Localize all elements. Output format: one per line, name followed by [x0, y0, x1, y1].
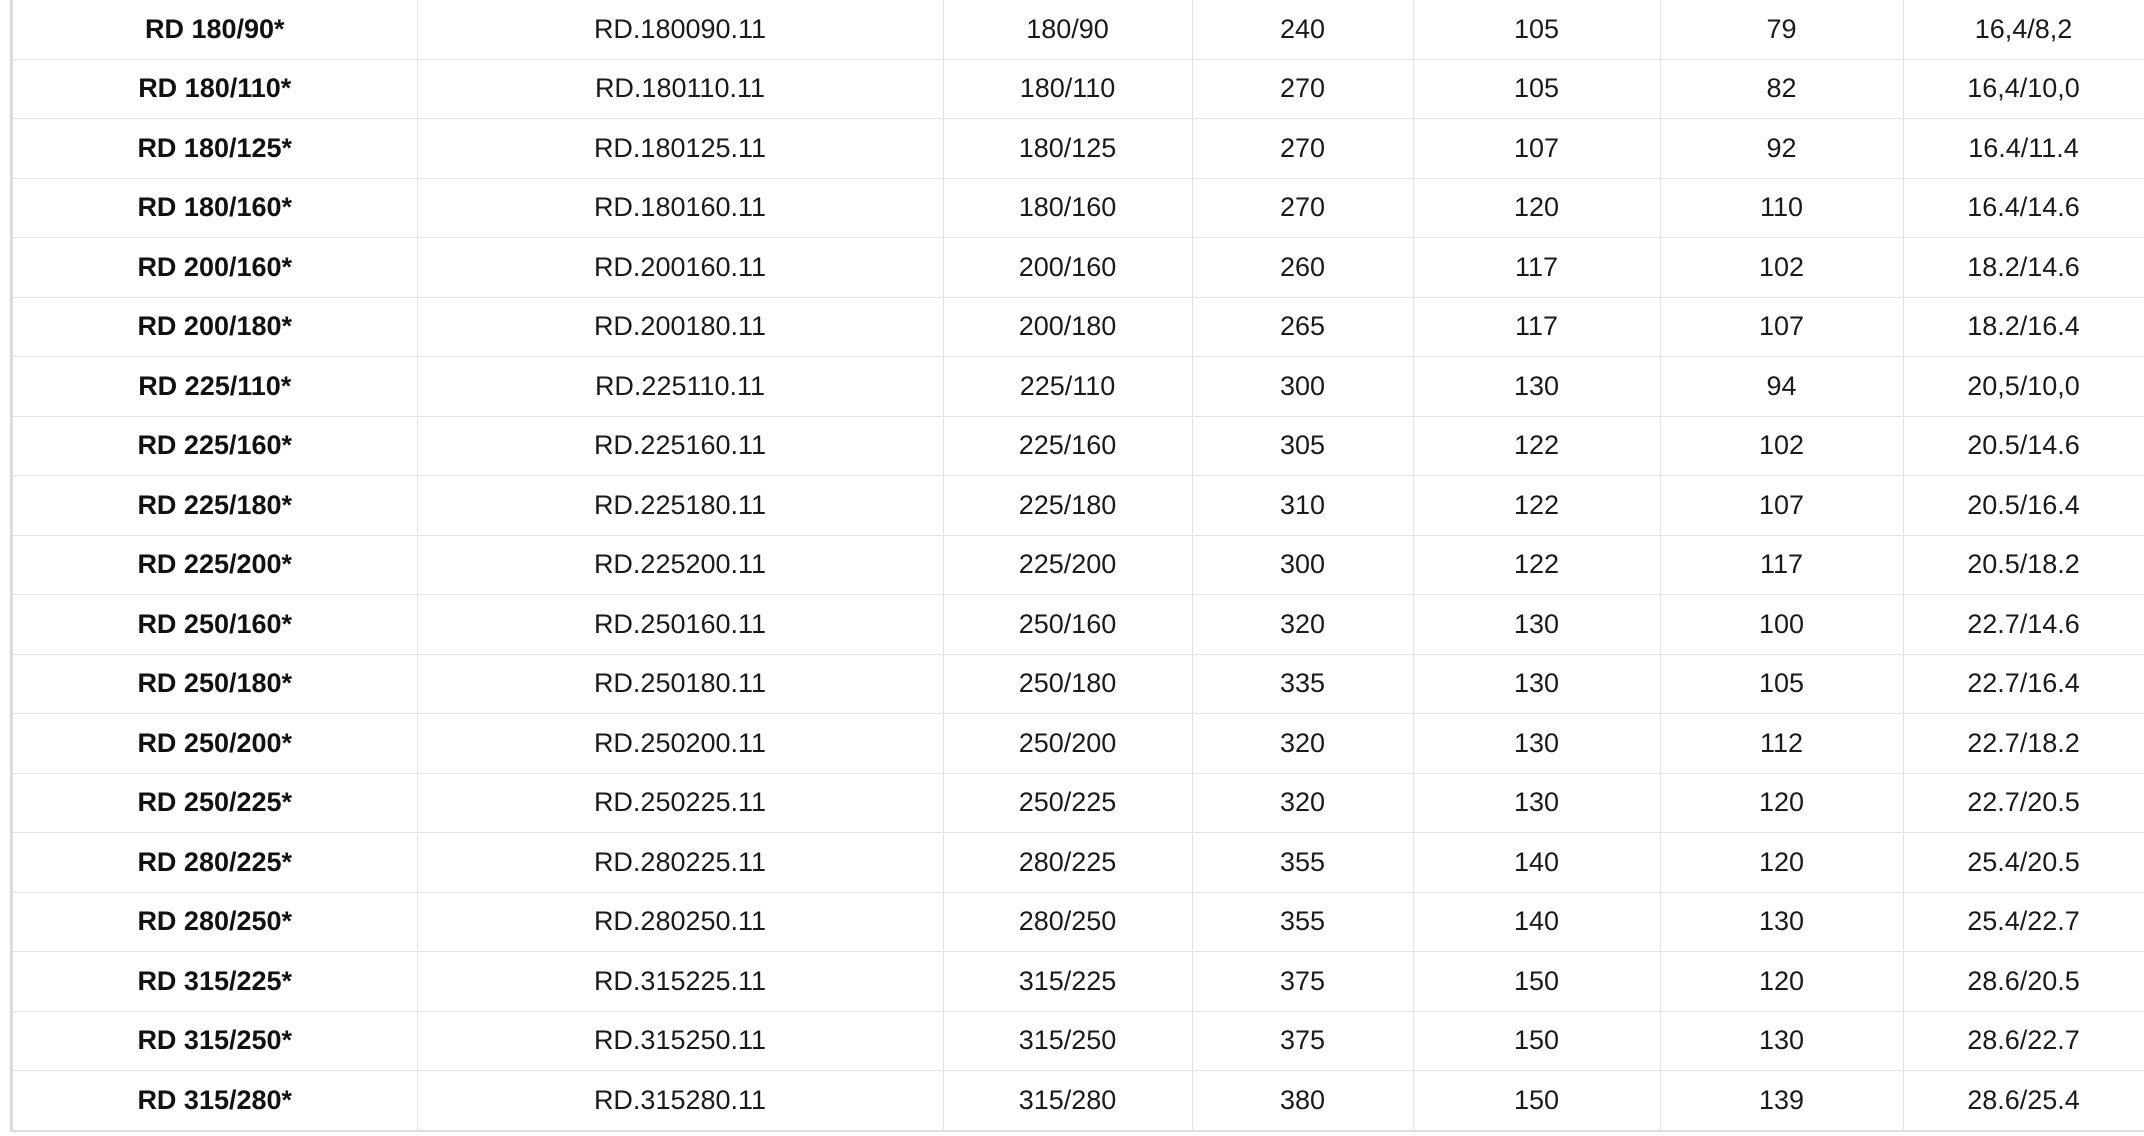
- height-cell: 110: [1660, 178, 1903, 238]
- diameter-cell: 250/160: [943, 595, 1192, 655]
- length-cell: 260: [1192, 238, 1413, 298]
- diameter-cell: 225/110: [943, 357, 1192, 417]
- article-code-cell: RD.180125.11: [417, 119, 943, 179]
- width-cell: 150: [1413, 952, 1660, 1012]
- table-row: [13, 416, 2144, 476]
- length-cell: 375: [1192, 1011, 1413, 1071]
- diameter-cell: 180/125: [943, 119, 1192, 179]
- length-cell: 320: [1192, 595, 1413, 655]
- height-cell: 102: [1660, 238, 1903, 298]
- model-cell: RD 250/160*: [13, 595, 417, 655]
- table-row: [13, 0, 2144, 59]
- height-cell: 112: [1660, 714, 1903, 774]
- table-row: [13, 59, 2144, 119]
- length-cell: 310: [1192, 476, 1413, 536]
- width-cell: 140: [1413, 833, 1660, 893]
- model-cell: RD 225/200*: [13, 535, 417, 595]
- length-cell: 265: [1192, 297, 1413, 357]
- table-row: [13, 119, 2144, 179]
- article-code-cell: RD.250225.11: [417, 773, 943, 833]
- model-cell: RD 280/250*: [13, 892, 417, 952]
- height-cell: 107: [1660, 297, 1903, 357]
- table-row: [13, 357, 2144, 417]
- model-cell: RD 225/160*: [13, 416, 417, 476]
- model-cell: RD 280/225*: [13, 833, 417, 893]
- model-cell: RD 225/110*: [13, 357, 417, 417]
- product-table: [13, 0, 2144, 1130]
- model-cell: RD 315/250*: [13, 1011, 417, 1071]
- height-cell: 130: [1660, 892, 1903, 952]
- table-row: [13, 714, 2144, 774]
- length-cell: 300: [1192, 535, 1413, 595]
- article-code-cell: RD.225160.11: [417, 416, 943, 476]
- table-row: [13, 773, 2144, 833]
- width-cell: 130: [1413, 595, 1660, 655]
- width-cell: 140: [1413, 892, 1660, 952]
- diameter-cell: 250/200: [943, 714, 1192, 774]
- article-code-cell: RD.200180.11: [417, 297, 943, 357]
- size-cell: 22.7/20.5: [1903, 773, 2144, 833]
- model-cell: RD 180/110*: [13, 59, 417, 119]
- diameter-cell: 315/280: [943, 1071, 1192, 1130]
- length-cell: 305: [1192, 416, 1413, 476]
- length-cell: 380: [1192, 1071, 1413, 1130]
- model-cell: RD 315/225*: [13, 952, 417, 1012]
- diameter-cell: 280/225: [943, 833, 1192, 893]
- height-cell: 107: [1660, 476, 1903, 536]
- width-cell: 130: [1413, 357, 1660, 417]
- height-cell: 130: [1660, 1011, 1903, 1071]
- length-cell: 270: [1192, 59, 1413, 119]
- table-row: [13, 833, 2144, 893]
- model-cell: RD 250/200*: [13, 714, 417, 774]
- size-cell: 28.6/22.7: [1903, 1011, 2144, 1071]
- height-cell: 100: [1660, 595, 1903, 655]
- table-row: [13, 178, 2144, 238]
- table-row: [13, 535, 2144, 595]
- width-cell: 150: [1413, 1011, 1660, 1071]
- model-cell: RD 250/180*: [13, 654, 417, 714]
- width-cell: 105: [1413, 59, 1660, 119]
- length-cell: 300: [1192, 357, 1413, 417]
- article-code-cell: RD.180160.11: [417, 178, 943, 238]
- diameter-cell: 225/180: [943, 476, 1192, 536]
- diameter-cell: 180/90: [943, 0, 1192, 59]
- length-cell: 320: [1192, 773, 1413, 833]
- article-code-cell: RD.315250.11: [417, 1011, 943, 1071]
- model-cell: RD 250/225*: [13, 773, 417, 833]
- height-cell: 139: [1660, 1071, 1903, 1130]
- length-cell: 240: [1192, 0, 1413, 59]
- width-cell: 122: [1413, 416, 1660, 476]
- size-cell: 20,5/10,0: [1903, 357, 2144, 417]
- article-code-cell: RD.250180.11: [417, 654, 943, 714]
- model-cell: RD 180/90*: [13, 0, 417, 59]
- size-cell: 18.2/14.6: [1903, 238, 2144, 298]
- model-cell: RD 225/180*: [13, 476, 417, 536]
- product-table-container: [10, 0, 2144, 1132]
- height-cell: 105: [1660, 654, 1903, 714]
- article-code-cell: RD.250160.11: [417, 595, 943, 655]
- article-code-cell: RD.280250.11: [417, 892, 943, 952]
- width-cell: 130: [1413, 654, 1660, 714]
- size-cell: 16.4/11.4: [1903, 119, 2144, 179]
- size-cell: 28.6/25.4: [1903, 1071, 2144, 1130]
- table-row: [13, 654, 2144, 714]
- height-cell: 120: [1660, 773, 1903, 833]
- article-code-cell: RD.280225.11: [417, 833, 943, 893]
- diameter-cell: 250/180: [943, 654, 1192, 714]
- length-cell: 270: [1192, 119, 1413, 179]
- diameter-cell: 200/160: [943, 238, 1192, 298]
- length-cell: 375: [1192, 952, 1413, 1012]
- height-cell: 79: [1660, 0, 1903, 59]
- width-cell: 130: [1413, 773, 1660, 833]
- size-cell: 22.7/16.4: [1903, 654, 2144, 714]
- length-cell: 270: [1192, 178, 1413, 238]
- size-cell: 22.7/14.6: [1903, 595, 2144, 655]
- article-code-cell: RD.225200.11: [417, 535, 943, 595]
- model-cell: RD 200/160*: [13, 238, 417, 298]
- diameter-cell: 225/160: [943, 416, 1192, 476]
- model-cell: RD 200/180*: [13, 297, 417, 357]
- height-cell: 117: [1660, 535, 1903, 595]
- table-row: [13, 476, 2144, 536]
- size-cell: 16,4/10,0: [1903, 59, 2144, 119]
- size-cell: 20.5/18.2: [1903, 535, 2144, 595]
- length-cell: 320: [1192, 714, 1413, 774]
- size-cell: 25.4/22.7: [1903, 892, 2144, 952]
- article-code-cell: RD.315225.11: [417, 952, 943, 1012]
- size-cell: 20.5/14.6: [1903, 416, 2144, 476]
- table-row: [13, 297, 2144, 357]
- width-cell: 105: [1413, 0, 1660, 59]
- article-code-cell: RD.180110.11: [417, 59, 943, 119]
- width-cell: 150: [1413, 1071, 1660, 1130]
- model-cell: RD 180/125*: [13, 119, 417, 179]
- diameter-cell: 180/160: [943, 178, 1192, 238]
- table-row: [13, 892, 2144, 952]
- height-cell: 120: [1660, 833, 1903, 893]
- size-cell: 25.4/20.5: [1903, 833, 2144, 893]
- diameter-cell: 315/225: [943, 952, 1192, 1012]
- table-row: [13, 238, 2144, 298]
- width-cell: 122: [1413, 535, 1660, 595]
- width-cell: 120: [1413, 178, 1660, 238]
- size-cell: 18.2/16.4: [1903, 297, 2144, 357]
- size-cell: 28.6/20.5: [1903, 952, 2144, 1012]
- length-cell: 355: [1192, 833, 1413, 893]
- model-cell: RD 180/160*: [13, 178, 417, 238]
- width-cell: 107: [1413, 119, 1660, 179]
- height-cell: 94: [1660, 357, 1903, 417]
- length-cell: 335: [1192, 654, 1413, 714]
- width-cell: 117: [1413, 297, 1660, 357]
- table-row: [13, 595, 2144, 655]
- article-code-cell: RD.225110.11: [417, 357, 943, 417]
- size-cell: 20.5/16.4: [1903, 476, 2144, 536]
- width-cell: 130: [1413, 714, 1660, 774]
- diameter-cell: 180/110: [943, 59, 1192, 119]
- diameter-cell: 315/250: [943, 1011, 1192, 1071]
- article-code-cell: RD.180090.11: [417, 0, 943, 59]
- article-code-cell: RD.225180.11: [417, 476, 943, 536]
- model-cell: RD 315/280*: [13, 1071, 417, 1130]
- height-cell: 120: [1660, 952, 1903, 1012]
- article-code-cell: RD.315280.11: [417, 1071, 943, 1130]
- size-cell: 22.7/18.2: [1903, 714, 2144, 774]
- table-body: [13, 0, 2144, 1130]
- table-row: [13, 952, 2144, 1012]
- table-row: [13, 1071, 2144, 1130]
- length-cell: 355: [1192, 892, 1413, 952]
- article-code-cell: RD.200160.11: [417, 238, 943, 298]
- diameter-cell: 280/250: [943, 892, 1192, 952]
- diameter-cell: 225/200: [943, 535, 1192, 595]
- width-cell: 122: [1413, 476, 1660, 536]
- article-code-cell: RD.250200.11: [417, 714, 943, 774]
- height-cell: 82: [1660, 59, 1903, 119]
- diameter-cell: 250/225: [943, 773, 1192, 833]
- diameter-cell: 200/180: [943, 297, 1192, 357]
- size-cell: 16,4/8,2: [1903, 0, 2144, 59]
- height-cell: 92: [1660, 119, 1903, 179]
- size-cell: 16.4/14.6: [1903, 178, 2144, 238]
- table-row: [13, 1011, 2144, 1071]
- height-cell: 102: [1660, 416, 1903, 476]
- width-cell: 117: [1413, 238, 1660, 298]
